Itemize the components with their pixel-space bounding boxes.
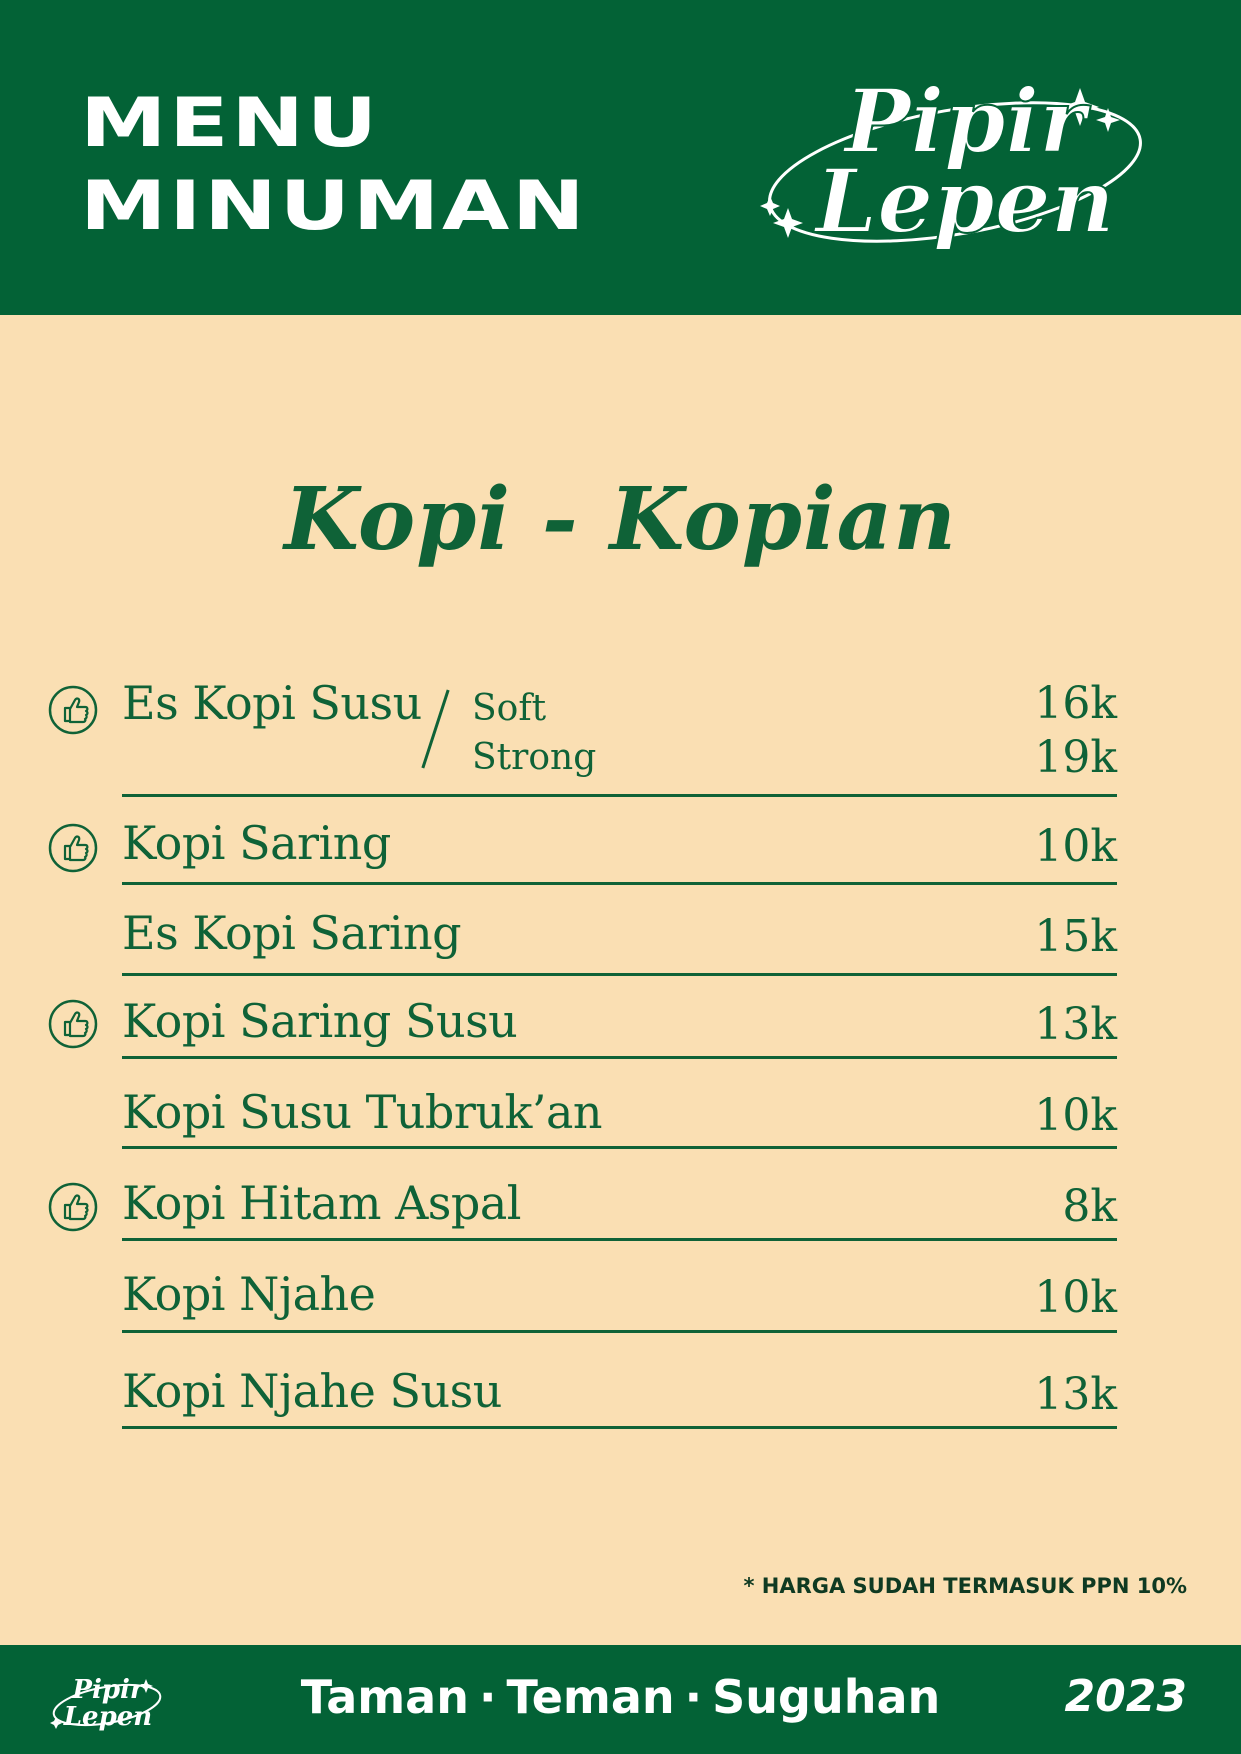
menu-item-name: Kopi Saring Susu — [122, 994, 518, 1048]
menu-item — [122, 818, 1117, 885]
thumbs-up-icon — [48, 999, 98, 1049]
brand-logo-text-1: Pipir — [844, 69, 1086, 173]
menu-item-price: 15k — [1034, 911, 1117, 962]
year-label: 2023 — [1064, 1671, 1187, 1722]
thumbs-up-icon — [48, 685, 98, 735]
divider — [122, 973, 1117, 976]
menu-item — [122, 908, 1117, 976]
menu-item — [122, 1267, 1117, 1333]
section-title: Kopi - Kopian — [284, 469, 957, 570]
divider — [122, 794, 1117, 797]
menu-item-price-soft: 16k — [1034, 678, 1117, 729]
menu-item-name: Es Kopi Saring — [122, 906, 462, 960]
menu-item-price: 10k — [1034, 1090, 1117, 1141]
menu-item — [122, 1364, 1117, 1429]
menu-item-price: 13k — [1034, 999, 1117, 1050]
footer-banner — [0, 1645, 1241, 1754]
tagline-part: Teman — [506, 1670, 675, 1724]
divider — [122, 1426, 1117, 1429]
tagline-part: Suguhan — [712, 1670, 941, 1724]
divider — [122, 1056, 1117, 1059]
menu-item-price-strong: 19k — [1034, 732, 1117, 783]
tagline-separator: · — [478, 1670, 497, 1724]
tagline — [0, 1669, 1241, 1725]
menu-item-name: Kopi Saring — [122, 816, 391, 870]
page-title-line2: MINUMAN — [80, 167, 588, 246]
thumbs-up-icon — [48, 1182, 98, 1232]
menu-item-price: 8k — [1062, 1181, 1117, 1232]
tagline-part: Taman — [300, 1670, 469, 1724]
menu-item-name: Kopi Susu Tubruk’an — [122, 1085, 603, 1139]
variant-label-soft: Soft — [472, 688, 547, 729]
footer-logo-text-2: Lepen — [63, 1702, 153, 1732]
thumbs-up-icon — [48, 823, 98, 873]
menu-item-name: Es Kopi Susu — [122, 676, 422, 730]
footer-logo-text-1: Pipir — [72, 1675, 144, 1705]
menu-item — [122, 996, 1117, 1059]
menu-item-price: 13k — [1034, 1369, 1117, 1420]
tax-note: * HARGA SUDAH TERMASUK PPN 10% — [743, 1574, 1187, 1598]
divider — [122, 1330, 1117, 1333]
menu-item-price: 10k — [1034, 821, 1117, 872]
menu-item — [122, 1085, 1117, 1149]
tagline-separator: · — [684, 1670, 703, 1724]
menu-item — [122, 1176, 1117, 1241]
divider — [122, 1146, 1117, 1149]
variant-label-strong: Strong — [472, 737, 597, 778]
menu-item-name: Kopi Njahe — [122, 1267, 376, 1321]
menu-item-price: 10k — [1034, 1272, 1117, 1323]
divider — [122, 1238, 1117, 1241]
divider — [122, 882, 1117, 885]
page-title-line1: MENU — [80, 84, 380, 163]
menu-item — [122, 676, 1117, 797]
brand-logo-text-2: Lepen — [815, 149, 1115, 253]
variant-separator — [421, 690, 449, 769]
menu-item-name: Kopi Njahe Susu — [122, 1364, 502, 1418]
menu-item-name: Kopi Hitam Aspal — [122, 1176, 521, 1230]
